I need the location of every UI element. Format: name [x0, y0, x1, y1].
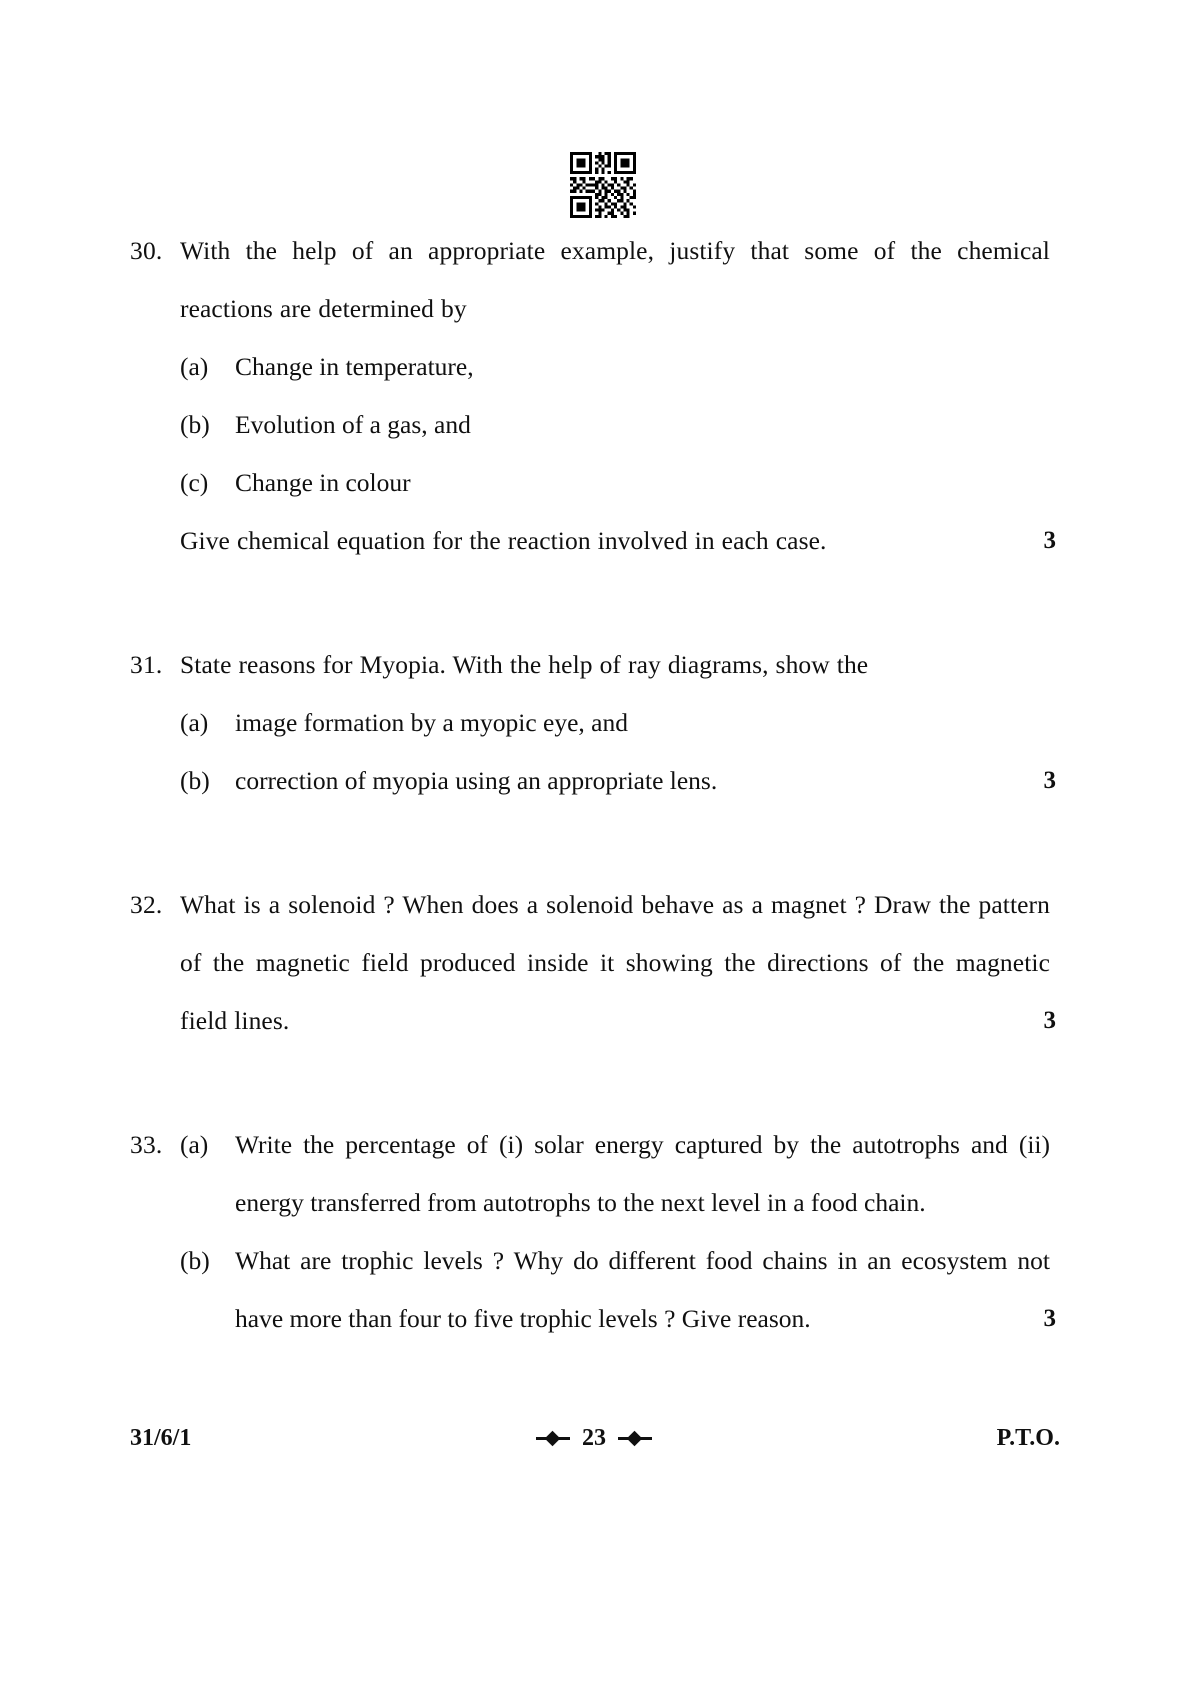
marks-value: 3 — [1043, 1305, 1056, 1332]
paper-code: 31/6/1 — [130, 1424, 192, 1451]
question-30 — [130, 222, 1056, 570]
question-stem: What is a solenoid ? When does a solenoid behave as a magnet ? Draw the pattern of the magnetic field produced inside it showing the directions of the magnetic field lines. — [180, 890, 1050, 1035]
sub-item-label: (b) — [180, 1246, 210, 1275]
spacer — [130, 570, 1050, 636]
qr-code-icon — [570, 152, 636, 218]
sub-item-label: (a) — [180, 1130, 209, 1159]
page-footer — [130, 1418, 1060, 1458]
question-closing-line: Give chemical equation for the reaction involved in each case. — [180, 526, 827, 555]
sub-item-text: Change in temperature, — [235, 352, 474, 381]
question-number: 32. — [130, 890, 163, 919]
question-31 — [130, 636, 1056, 810]
sub-item — [180, 454, 1050, 512]
sub-item — [180, 694, 1050, 752]
pto-label: P.T.O. — [996, 1424, 1060, 1451]
marks-value: 3 — [1043, 1007, 1056, 1034]
spacer — [130, 810, 1050, 876]
sub-item-label: (a) — [180, 352, 209, 381]
questions-container — [130, 222, 1056, 1348]
sub-item — [180, 1116, 1050, 1232]
marks-value: 3 — [1043, 527, 1056, 554]
sub-item-label: (a) — [180, 708, 209, 737]
spacer — [130, 1050, 1050, 1116]
sub-item-text: Write the percentage of (i) solar energy captured by the autotrophs and (ii) energy transferred from autotrophs to the next level in a food chain. — [235, 1130, 1050, 1217]
page-number: 23 — [581, 1424, 606, 1451]
sub-item — [180, 1232, 1050, 1348]
marks-value: 3 — [1043, 767, 1056, 794]
sub-item — [180, 752, 1050, 810]
question-stem: With the help of an appropriate example, justify that some of the chemical reactions are determined by — [180, 236, 1050, 323]
ornament-right-icon — [618, 1431, 652, 1445]
sub-item-text: image formation by a myopic eye, and — [235, 708, 628, 737]
sub-item-text: Evolution of a gas, and — [235, 410, 471, 439]
sub-item-label: (c) — [180, 468, 209, 497]
question-number: 31. — [130, 650, 163, 679]
page-number-group — [536, 1425, 652, 1452]
sub-item-label: (b) — [180, 766, 210, 795]
question-32 — [130, 876, 1056, 1050]
ornament-left-icon — [536, 1431, 570, 1445]
sub-item-text: Change in colour — [235, 468, 411, 497]
question-33 — [130, 1116, 1056, 1348]
sub-item-label: (b) — [180, 410, 210, 439]
sub-item — [180, 338, 1050, 396]
sub-item — [180, 396, 1050, 454]
question-stem: State reasons for Myopia. With the help of ray diagrams, show the — [180, 650, 869, 679]
sub-item-text: What are trophic levels ? Why do different food chains in an ecosystem not have more than four to five trophic levels ? Give reason. — [235, 1246, 1050, 1333]
sub-item-text: correction of myopia using an appropriate lens. — [235, 766, 718, 795]
question-number: 30. — [130, 236, 163, 265]
question-number: 33. — [130, 1130, 163, 1159]
